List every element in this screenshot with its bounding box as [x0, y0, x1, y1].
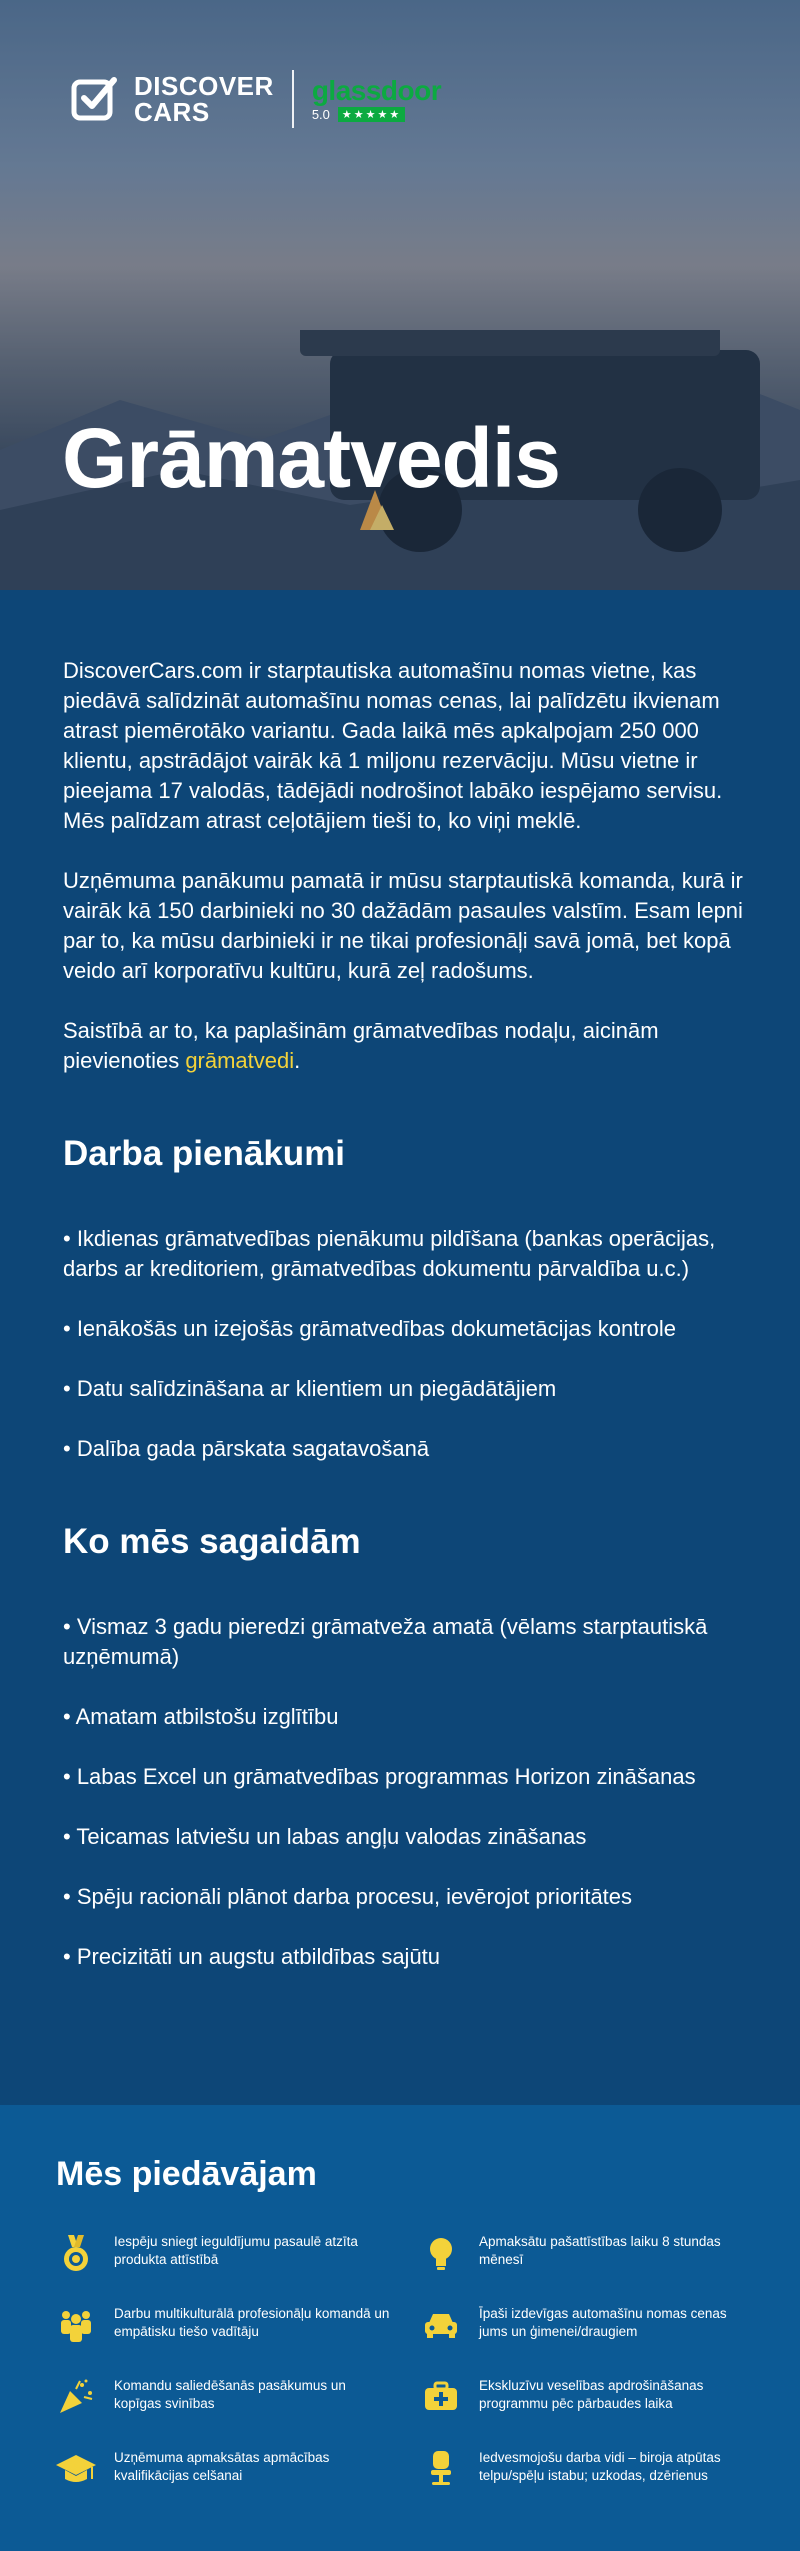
- list-item: • Ienākošās un izejošās grāmatvedības dokumetācijas kontrole: [63, 1316, 677, 1341]
- glassdoor-rating: 5.0: [311, 106, 330, 122]
- car-icon: [421, 2305, 461, 2345]
- benefit-item: Īpaši izdevīgas automašīnu nomas cenas jums un ģimenei/draugiem: [421, 2305, 756, 2351]
- graduation-cap-icon: [56, 2449, 96, 2489]
- team-icon: [56, 2305, 96, 2345]
- duties-heading: Darba pienākumi: [63, 1134, 346, 1173]
- glassdoor-stars-icon: ★★★★★: [338, 107, 405, 122]
- benefit-item: Komandu saliedēšanās pasākumus un kopīgas svinības: [56, 2377, 421, 2423]
- party-popper-icon: [56, 2377, 96, 2417]
- header-logo[interactable]: [70, 70, 441, 128]
- list-item: • Spēju racionāli plānot darba procesu, ievērojot prioritātes: [63, 1884, 633, 1909]
- intro-paragraph-3: Saistībā ar to, ka paplašinām grāmatvedības nodaļu, aicinām pievienoties grāmatvedi.: [63, 1018, 659, 1073]
- list-item: • Amatam atbilstošu izglītību: [63, 1704, 339, 1729]
- intro-paragraph-2: Uzņēmuma panākumu pamatā ir mūsu starptautiskā komanda, kurā ir vairāk kā 150 darbinieki no 30 dažādām pasaules valstīm. Esam lepni par to, ka mūsu darbinieki ir ne tikai profesionāļi savā jomā, bet kopā veido arī korporatīvu kultūru, kurā zeļ radošums.: [63, 868, 743, 983]
- glassdoor-name: glassdoor: [311, 74, 442, 106]
- benefit-item: Uzņēmuma apmaksātas apmācības kvalifikācijas celšanai: [56, 2449, 421, 2495]
- benefit-item: Iespēju sniegt ieguldījumu pasaulē atzīta produkta attīstībā: [56, 2233, 421, 2279]
- hero-banner: [0, 0, 800, 590]
- logo-divider: [292, 70, 294, 128]
- list-item: • Vismaz 3 gadu pieredzi grāmatveža amatā (vēlams starptautiskā uzņēmumā): [63, 1614, 708, 1669]
- job-description: [0, 590, 800, 2105]
- lightbulb-icon: [421, 2233, 461, 2273]
- discover-cars-check-icon: [70, 74, 120, 124]
- chair-icon: [421, 2449, 461, 2489]
- list-item: • Teicamas latviešu un labas angļu valodas zināšanas: [63, 1824, 587, 1849]
- medical-kit-icon: [421, 2377, 461, 2417]
- position-highlight: grāmatvedi: [185, 1048, 295, 1073]
- benefit-item: Darbu multikulturālā profesionāļu komandā un empātisku tiešo vadītāju: [56, 2305, 421, 2351]
- benefits-section: [0, 2105, 800, 2551]
- requirements-heading: Ko mēs sagaidām: [63, 1522, 361, 1561]
- glassdoor-badge[interactable]: [311, 74, 442, 122]
- benefits-heading: Mēs piedāvājam: [56, 2155, 317, 2193]
- discover-cars-wordmark: DISCOVER CARS: [134, 71, 274, 127]
- list-item: • Ikdienas grāmatvedības pienākumu pildīšana (bankas operācijas, darbs ar kreditoriem, grāmatvedības dokumentu pārvaldība u.c.): [63, 1226, 716, 1281]
- intro-paragraph-1: DiscoverCars.com ir starptautiska automašīnu nomas vietne, kas piedāvā salīdzināt automašīnu nomas cenas, lai palīdzētu ikvienam atrast piemērotāko variantu. Gada laikā mēs apkalpojam 250 000 klientu, apstrādājot vairāk kā 1 miljonu rezervāciju. Mūsu vietne ir pieejama 17 valodās, tādējādi nodrošinot labāko iespējamo servisu. Mēs palīdzam atrast ceļotājiem tieši to, ko viņi meklē.: [63, 658, 723, 833]
- list-item: • Precizitāti un augstu atbildības sajūtu: [63, 1944, 441, 1969]
- benefit-item: Ekskluzīvu veselības apdrošināšanas programmu pēc pārbaudes laika: [421, 2377, 756, 2423]
- benefit-item: Apmaksātu pašattīstības laiku 8 stundas mēnesī: [421, 2233, 756, 2279]
- list-item: • Labas Excel un grāmatvedības programmas Horizon zināšanas: [63, 1764, 696, 1789]
- benefit-item: Iedvesmojošu darba vidi – biroja atpūtas telpu/spēļu istabu; uzkodas, dzērienus: [421, 2449, 756, 2495]
- list-item: • Dalība gada pārskata sagatavošanā: [63, 1436, 430, 1461]
- list-item: • Datu salīdzināšana ar klientiem un piegādātājiem: [63, 1376, 557, 1401]
- page-title: Grāmatvedis: [62, 411, 560, 505]
- medal-icon: [56, 2233, 96, 2273]
